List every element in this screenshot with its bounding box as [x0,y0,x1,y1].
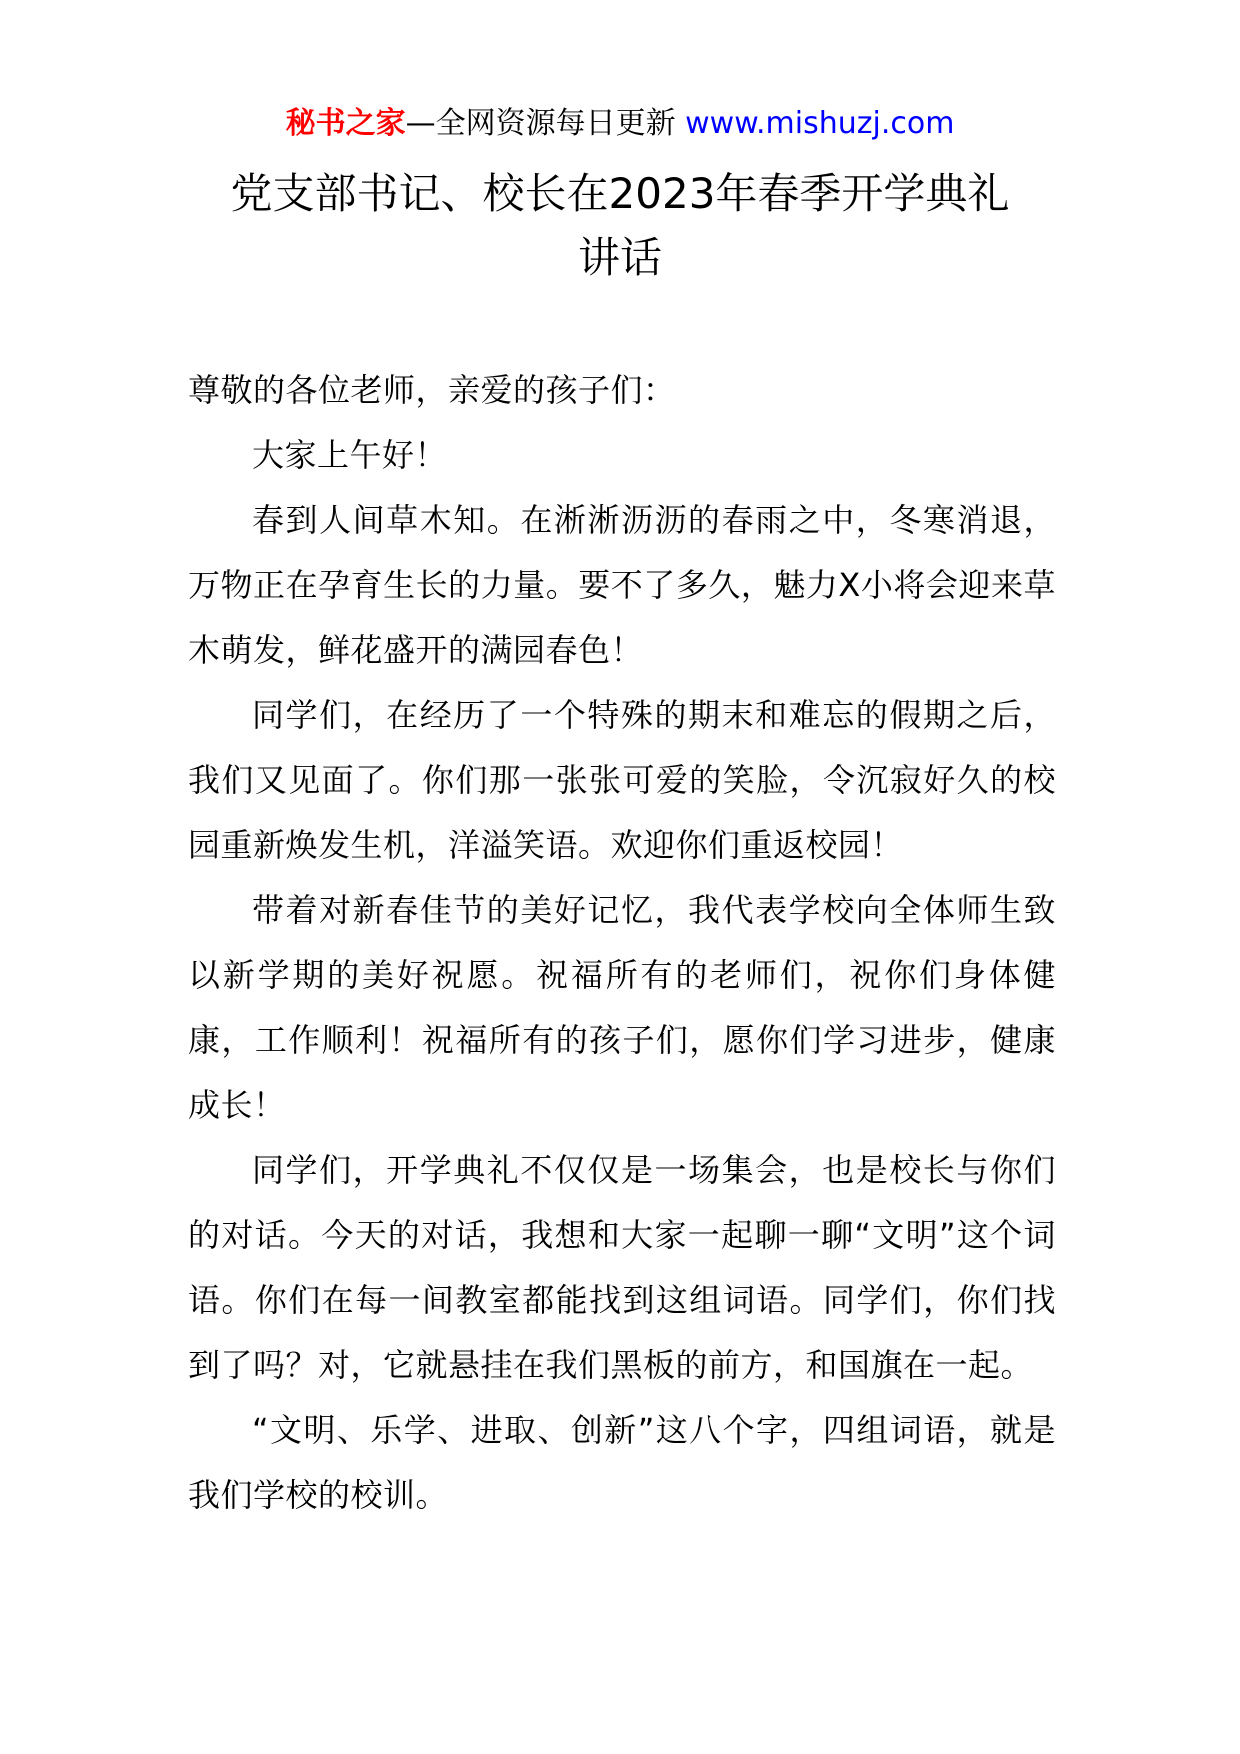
paragraph-motto: “文明、乐学、进取、创新”这八个字，四组词语，就是我们学校的校训。 [188,1411,1056,1514]
document-body [188,358,1056,1528]
paragraph-welcome: 同学们，在经历了一个特殊的期末和难忘的假期之后，我们又见面了。你们那一张张可爱的笑脸，令沉寂好久的校园重新焕发生机，洋溢笑语。欢迎你们重返校园！ [188,696,1056,864]
paragraph-spring: 春到人间草木知。在淅淅沥沥的春雨之中，冬寒消退，万物正在孕育生长的力量。要不了多久，魅力X小将会迎来草木萌发，鲜花盛开的满园春色！ [188,501,1056,669]
site-header [0,102,1240,146]
title-line-2: 讲话 [577,233,662,282]
document-title [150,162,1090,290]
header-tagline: —全网资源每日更新 [405,106,686,141]
brand-name: 秘书之家 [285,106,406,141]
site-url-link[interactable]: www.mishuzj.com [685,106,955,141]
paragraph-greeting: 大家上午好！ [252,436,448,474]
salutation: 尊敬的各位老师，亲爱的孩子们： [188,371,676,409]
paragraph-wishes: 带着对新春佳节的美好记忆，我代表学校向全体师生致以新学期的美好祝愿。祝福所有的老师们，祝你们身体健康，工作顺利！祝福所有的孩子们，愿你们学习进步，健康成长！ [188,891,1056,1124]
paragraph-dialogue: 同学们，开学典礼不仅仅是一场集会，也是校长与你们的对话。今天的对话，我想和大家一起聊一聊“文明”这个词语。你们在每一间教室都能找到这组词语。同学们，你们找到了吗？对，它就悬挂在我们黑板的前方，和国旗在一起。 [188,1151,1056,1384]
title-line-1: 党支部书记、校长在2023年春季开学典礼 [230,169,1010,218]
